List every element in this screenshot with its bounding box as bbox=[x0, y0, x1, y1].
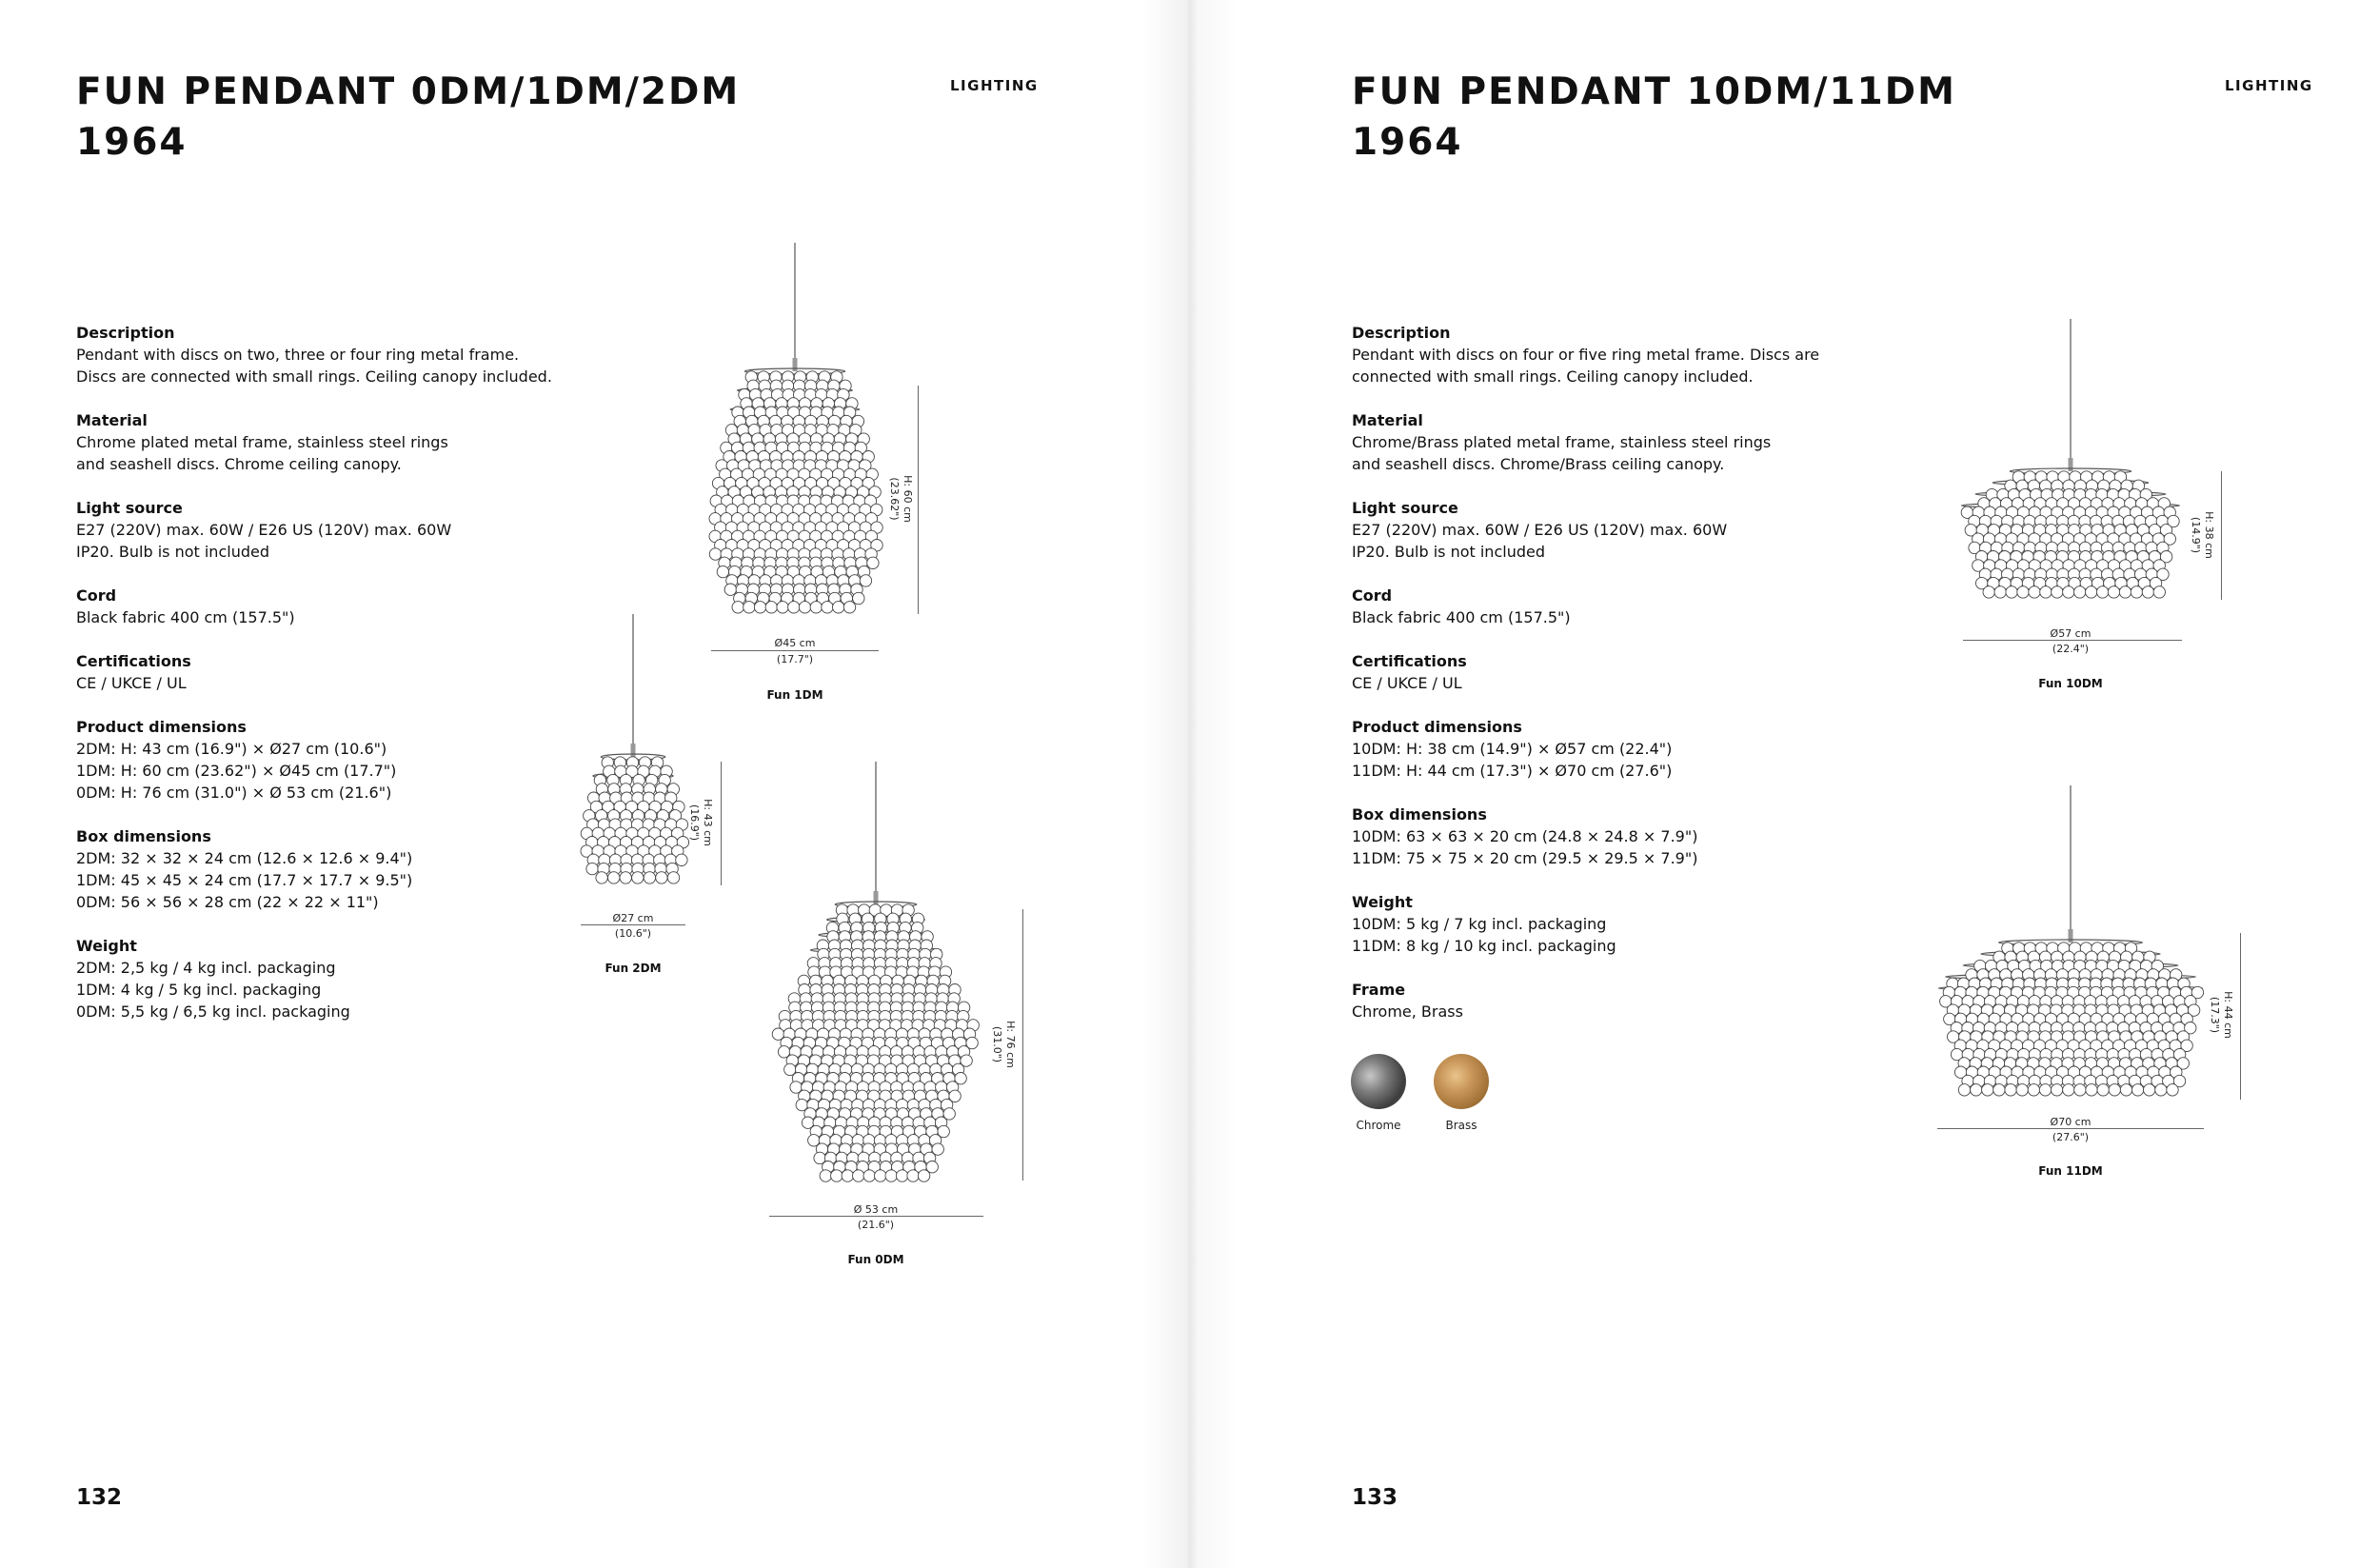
width-label-in: (21.6") bbox=[857, 1219, 895, 1231]
lamp-caption: Fun 2DM bbox=[605, 962, 662, 975]
spec-value-line: 0DM: 5,5 kg / 6,5 kg incl. packaging bbox=[76, 1002, 350, 1021]
spec-label: Light source bbox=[76, 499, 183, 517]
height-label-in: (14.9") bbox=[2190, 516, 2202, 554]
seashell-disc bbox=[2051, 1084, 2062, 1096]
seashell-disc bbox=[2063, 586, 2074, 598]
chrome-swatch-dot bbox=[1351, 1054, 1406, 1109]
seashell-disc bbox=[918, 1170, 929, 1181]
spec-label: Material bbox=[1352, 411, 1423, 429]
seashell-disc bbox=[2063, 1084, 2074, 1096]
spec-value-line: 2DM: 2,5 kg / 4 kg incl. packaging bbox=[76, 959, 336, 977]
seashell-disc bbox=[2086, 586, 2097, 598]
seashell-disc bbox=[863, 1170, 875, 1181]
pendant-socket bbox=[793, 358, 798, 371]
spec-label: Product dimensions bbox=[76, 718, 247, 736]
pendant-drawing-10dm bbox=[1952, 319, 2237, 633]
spec-label: Box dimensions bbox=[1352, 805, 1487, 824]
section-tag: LIGHTING bbox=[2225, 77, 2313, 94]
seashell-disc bbox=[732, 602, 743, 613]
seashell-disc bbox=[2029, 586, 2040, 598]
seashell-disc bbox=[2040, 586, 2052, 598]
seashell-disc bbox=[853, 592, 864, 604]
page-title bbox=[1352, 67, 1956, 168]
width-label-in: (10.6") bbox=[614, 927, 652, 940]
height-label-cm: H: 43 cm bbox=[702, 799, 714, 846]
pendant-socket bbox=[874, 891, 879, 904]
seashell-disc bbox=[2074, 1084, 2086, 1096]
spec-label: Frame bbox=[1352, 981, 1406, 999]
lamp-caption: Fun 1DM bbox=[766, 688, 823, 702]
seashell-disc bbox=[843, 602, 855, 613]
spec-value-line: CE / UKCE / UL bbox=[1352, 674, 1462, 692]
seashell-disc bbox=[709, 548, 721, 560]
seashell-disc bbox=[656, 872, 667, 883]
spec-value-line: 2DM: H: 43 cm (16.9") × Ø27 cm (10.6") bbox=[76, 740, 387, 758]
seashell-disc bbox=[799, 602, 810, 613]
spec-certifications bbox=[1352, 650, 1866, 694]
pendant-drawing-0dm bbox=[762, 762, 1047, 1190]
seashell-disc bbox=[2016, 1084, 2028, 1096]
seashell-disc bbox=[820, 1170, 831, 1181]
seashell-disc bbox=[620, 872, 631, 883]
spec-material bbox=[76, 409, 590, 475]
seashell-disc bbox=[717, 566, 728, 577]
seashell-disc bbox=[2119, 586, 2131, 598]
height-label-in: (23.62") bbox=[888, 477, 901, 521]
seashell-disc bbox=[831, 1170, 843, 1181]
title-line-1: FUN PENDANT 0DM/1DM/2DM bbox=[76, 70, 741, 113]
section-tag: LIGHTING bbox=[950, 77, 1039, 94]
seashell-disc bbox=[860, 575, 871, 586]
spec-value-line: and seashell discs. Chrome ceiling canopy. bbox=[76, 455, 402, 473]
seashell-disc bbox=[2086, 1084, 2097, 1096]
book-gutter-shadow bbox=[1142, 0, 1238, 1568]
seashell-disc bbox=[822, 602, 833, 613]
seashell-disc bbox=[1993, 1084, 2005, 1096]
seashell-disc bbox=[1983, 586, 1994, 598]
seashell-disc bbox=[810, 602, 822, 613]
spec-label: Material bbox=[76, 411, 148, 429]
lamp-caption: Fun 11DM bbox=[2038, 1164, 2103, 1178]
spec-value-line: Chrome plated metal frame, stainless steel rings bbox=[76, 433, 448, 451]
height-dimension-line bbox=[721, 762, 722, 885]
seashell-disc bbox=[875, 1170, 886, 1181]
spec-label: Description bbox=[76, 324, 175, 342]
spec-value-line: 1DM: 4 kg / 5 kg incl. packaging bbox=[76, 981, 322, 999]
seashell-disc bbox=[896, 1170, 907, 1181]
seashell-disc bbox=[2006, 586, 2017, 598]
seashell-disc bbox=[907, 1170, 919, 1181]
spec-material bbox=[1352, 409, 1866, 475]
title-line-2: 1964 bbox=[1352, 121, 1463, 164]
spec-description bbox=[76, 322, 590, 387]
seashell-disc bbox=[632, 872, 644, 883]
seashell-disc bbox=[2155, 1084, 2167, 1096]
spec-value-line: 0DM: H: 76 cm (31.0") × Ø 53 cm (21.6") bbox=[76, 784, 392, 802]
spec-label: Description bbox=[1352, 324, 1451, 342]
seashell-disc bbox=[1994, 586, 2006, 598]
spec-cord bbox=[76, 585, 590, 628]
seashell-disc bbox=[724, 584, 736, 595]
seashell-disc bbox=[754, 602, 765, 613]
spec-value-line: Chrome/Brass plated metal frame, stainless steel rings bbox=[1352, 433, 1772, 451]
lamp-caption: Fun 0DM bbox=[847, 1253, 904, 1266]
spec-list bbox=[1352, 322, 1866, 1044]
spec-label: Certifications bbox=[1352, 652, 1467, 670]
spec-value-line: Chrome, Brass bbox=[1352, 1002, 1463, 1021]
height-label-in: (16.9") bbox=[688, 804, 701, 842]
spec-value-line: 11DM: 75 × 75 × 20 cm (29.5 × 29.5 × 7.9") bbox=[1352, 849, 1698, 867]
height-label-cm: H: 60 cm bbox=[902, 475, 914, 523]
page-title bbox=[76, 67, 740, 168]
width-label-cm: Ø27 cm bbox=[612, 912, 654, 924]
pendant-socket bbox=[2069, 458, 2073, 471]
height-dimension-line bbox=[918, 386, 919, 614]
spec-value-line: 1DM: H: 60 cm (23.62") × Ø45 cm (17.7") bbox=[76, 762, 397, 780]
spec-box-dimensions bbox=[1352, 804, 1866, 869]
height-label-cm: H: 38 cm bbox=[2203, 511, 2215, 559]
seashell-disc bbox=[867, 557, 879, 568]
spec-value-line: Discs are connected with small rings. Ceiling canopy included. bbox=[76, 367, 552, 386]
seashell-disc bbox=[586, 863, 598, 874]
seashell-disc bbox=[2096, 586, 2108, 598]
spec-light-source bbox=[1352, 497, 1866, 563]
spec-value-line: 11DM: H: 44 cm (17.3") × Ø70 cm (27.6") bbox=[1352, 762, 1673, 780]
seashell-disc bbox=[2153, 586, 2165, 598]
spec-label: Cord bbox=[1352, 586, 1393, 605]
swatch-brass bbox=[1434, 1054, 1489, 1132]
spec-label: Box dimensions bbox=[76, 827, 211, 845]
seashell-disc bbox=[743, 602, 755, 613]
width-label-in: (27.6") bbox=[2052, 1131, 2090, 1143]
width-label-cm: Ø70 cm bbox=[2050, 1116, 2092, 1128]
pendant-socket bbox=[2069, 929, 2073, 943]
spec-value-line: E27 (220V) max. 60W / E26 US (120V) max. 60W bbox=[1352, 521, 1728, 539]
spec-value-line: 1DM: 45 × 45 × 24 cm (17.7 × 17.7 × 9.5") bbox=[76, 871, 413, 889]
spec-value-line: 11DM: 8 kg / 10 kg incl. packaging bbox=[1352, 937, 1616, 955]
spec-label: Weight bbox=[76, 937, 137, 955]
spec-label: Light source bbox=[1352, 499, 1458, 517]
spec-label: Certifications bbox=[76, 652, 191, 670]
seashell-disc bbox=[2028, 1084, 2039, 1096]
pendant-socket bbox=[631, 744, 636, 757]
height-label-in: (31.0") bbox=[991, 1025, 1003, 1063]
page-number: 132 bbox=[76, 1485, 123, 1510]
seashell-disc bbox=[2108, 586, 2119, 598]
seashell-disc bbox=[2131, 1084, 2143, 1096]
spec-value-line: E27 (220V) max. 60W / E26 US (120V) max. 60W bbox=[76, 521, 452, 539]
spec-frame bbox=[1352, 979, 1866, 1022]
spec-list bbox=[76, 322, 590, 1044]
seashell-disc bbox=[2120, 1084, 2131, 1096]
spec-value-line: and seashell discs. Chrome/Brass ceiling canopy. bbox=[1352, 455, 1725, 473]
seashell-disc bbox=[2142, 586, 2153, 598]
spec-value-line: IP20. Bulb is not included bbox=[1352, 543, 1545, 561]
spec-value-line: CE / UKCE / UL bbox=[76, 674, 187, 692]
spec-box-dimensions bbox=[76, 825, 590, 913]
spec-certifications bbox=[76, 650, 590, 694]
spec-label: Weight bbox=[1352, 893, 1413, 911]
spec-value-line: 0DM: 56 × 56 × 28 cm (22 × 22 × 11") bbox=[76, 893, 379, 911]
seashell-disc bbox=[596, 872, 607, 883]
seashell-disc bbox=[853, 1170, 864, 1181]
seashell-disc bbox=[2017, 586, 2029, 598]
height-dimension-line bbox=[1022, 909, 1023, 1181]
spec-value-line: Black fabric 400 cm (157.5") bbox=[1352, 608, 1571, 626]
seashell-disc bbox=[2144, 1084, 2155, 1096]
seashell-disc bbox=[2097, 1084, 2109, 1096]
seashell-disc bbox=[608, 872, 620, 883]
height-dimension-line bbox=[2240, 933, 2241, 1100]
spec-description bbox=[1352, 322, 1866, 387]
page-number: 133 bbox=[1352, 1485, 1398, 1510]
title-line-1: FUN PENDANT 10DM/11DM bbox=[1352, 70, 1956, 113]
right-page bbox=[1190, 0, 2379, 1568]
seashell-disc bbox=[885, 1170, 897, 1181]
seashell-disc bbox=[842, 1170, 853, 1181]
seashell-disc bbox=[788, 602, 800, 613]
spec-value-line: IP20. Bulb is not included bbox=[76, 543, 269, 561]
width-label-in: (22.4") bbox=[2052, 643, 2090, 655]
spec-value-line: Black fabric 400 cm (157.5") bbox=[76, 608, 295, 626]
seashell-disc bbox=[644, 872, 655, 883]
seashell-disc bbox=[2005, 1084, 2016, 1096]
height-dimension-line bbox=[2221, 471, 2222, 600]
width-label-cm: Ø57 cm bbox=[2050, 627, 2092, 640]
seashell-disc bbox=[833, 602, 844, 613]
spec-value-line: 2DM: 32 × 32 × 24 cm (12.6 × 12.6 × 9.4") bbox=[76, 849, 413, 867]
spec-label: Cord bbox=[76, 586, 117, 605]
spec-label: Product dimensions bbox=[1352, 718, 1522, 736]
seashell-disc bbox=[2039, 1084, 2051, 1096]
lamp-fun-0dm bbox=[762, 762, 1047, 1276]
seashell-disc bbox=[2167, 1084, 2178, 1096]
width-label-cm: Ø45 cm bbox=[774, 637, 816, 649]
seashell-disc bbox=[2131, 586, 2142, 598]
seashell-disc bbox=[1958, 1084, 1970, 1096]
swatch-label: Brass bbox=[1445, 1119, 1477, 1132]
lamp-fun-1dm bbox=[704, 243, 933, 709]
lamp-caption: Fun 10DM bbox=[2038, 677, 2103, 690]
height-label-cm: H: 76 cm bbox=[1004, 1021, 1017, 1068]
spec-value-line: Pendant with discs on four or five ring metal frame. Discs are bbox=[1352, 346, 1820, 364]
height-label-cm: H: 44 cm bbox=[2222, 991, 2234, 1039]
brass-swatch-dot bbox=[1434, 1054, 1489, 1109]
lamp-fun-10dm bbox=[1952, 319, 2237, 700]
lamp-fun-2dm bbox=[576, 614, 738, 976]
seashell-disc bbox=[2109, 1084, 2120, 1096]
spec-weight bbox=[76, 935, 590, 1022]
width-label-in: (17.7") bbox=[776, 653, 814, 665]
spec-value-line: 10DM: 5 kg / 7 kg incl. packaging bbox=[1352, 915, 1607, 933]
seashell-disc bbox=[1982, 1084, 1993, 1096]
width-label-cm: Ø 53 cm bbox=[853, 1203, 899, 1216]
title-line-2: 1964 bbox=[76, 121, 188, 164]
lamp-fun-11dm bbox=[1933, 785, 2237, 1185]
swatch-chrome bbox=[1351, 1054, 1406, 1132]
spec-light-source bbox=[76, 497, 590, 563]
pendant-drawing-1dm bbox=[704, 243, 933, 624]
spec-product-dimensions bbox=[76, 716, 590, 804]
spec-value-line: Pendant with discs on two, three or four ring metal frame. bbox=[76, 346, 520, 364]
spec-value-line: 10DM: H: 38 cm (14.9") × Ø57 cm (22.4") bbox=[1352, 740, 1673, 758]
seashell-disc bbox=[765, 602, 777, 613]
height-label-in: (17.3") bbox=[2209, 996, 2221, 1034]
seashell-disc bbox=[2052, 586, 2063, 598]
seashell-disc bbox=[777, 602, 788, 613]
seashell-disc bbox=[676, 854, 687, 865]
seashell-disc bbox=[667, 872, 679, 883]
spec-value-line: 10DM: 63 × 63 × 20 cm (24.8 × 24.8 × 7.9") bbox=[1352, 827, 1698, 845]
seashell-disc bbox=[1971, 1084, 1982, 1096]
spec-value-line: connected with small rings. Ceiling canopy included. bbox=[1352, 367, 1754, 386]
swatch-label: Chrome bbox=[1356, 1119, 1401, 1132]
pendant-drawing-11dm bbox=[1933, 785, 2237, 1109]
spec-weight bbox=[1352, 891, 1866, 957]
seashell-disc bbox=[2074, 586, 2086, 598]
spec-cord bbox=[1352, 585, 1866, 628]
spec-product-dimensions bbox=[1352, 716, 1866, 782]
